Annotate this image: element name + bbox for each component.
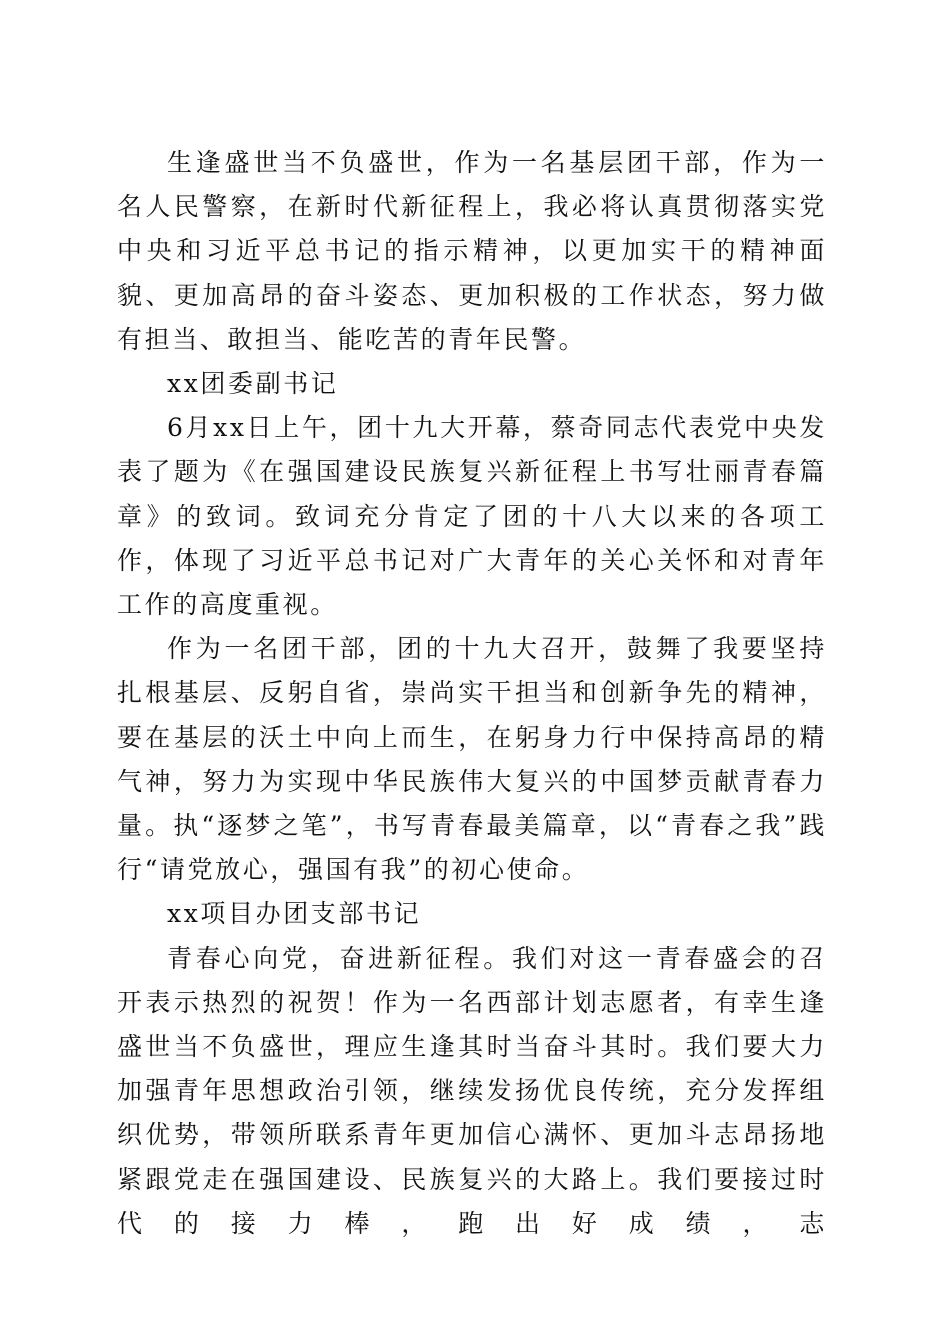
paragraph-western-volunteer: 青春心向党，奋进新征程。我们对这一青春盛会的召开表示热烈的祝贺！作为一名西部计划志愿者，有幸生逢盛世当不负盛世，理应生逢其时当奋斗其时。我们要大力加强青年思想政治引领，继续发扬优良传统，充分发挥组织优势，带领所联系青年更加信心满怀、更加斗志昂扬地紧跟党走在强国建设、民族复兴的大路上。我们要接过时代的接力棒，跑出好成绩，志	[117, 943, 827, 1238]
speaker-project-office-branch-secretary: xx项目办团支部书记	[167, 899, 422, 929]
paragraph-congress-opening: 6月xx日上午，团十九大开幕，蔡奇同志代表党中央发表了题为《在强国建设民族复兴新征程上书写壮丽青春篇章》的致词。致词充分肯定了团的十八大以来的各项工作，体现了习近平总书记对广大青年的关心关怀和对青年工作的高度重视。	[117, 413, 827, 620]
paragraph-police-officer: 生逢盛世当不负盛世，作为一名基层团干部，作为一名人民警察，在新时代新征程上，我必将认真贯彻落实党中央和习近平总书记的指示精神，以更加实干的精神面貌、更加高昂的奋斗姿态、更加积极的工作状态，努力做有担当、敢担当、能吃苦的青年民警。	[117, 148, 827, 354]
document-body	[117, 141, 827, 1246]
speaker-youth-league-deputy-secretary: xx团委副书记	[167, 369, 339, 399]
paragraph-league-cadre: 作为一名团干部，团的十九大召开，鼓舞了我要坚持扎根基层、反躬自省，崇尚实干担当和创新争先的精神，要在基层的沃土中向上而生，在躬身力行中保持高昂的精气神，努力为实现中华民族伟大复兴的中国梦贡献青春力量。执“逐梦之笔”，书写青春最美篇章，以“青春之我”践行“请党放心，强国有我”的初心使命。	[117, 634, 827, 885]
